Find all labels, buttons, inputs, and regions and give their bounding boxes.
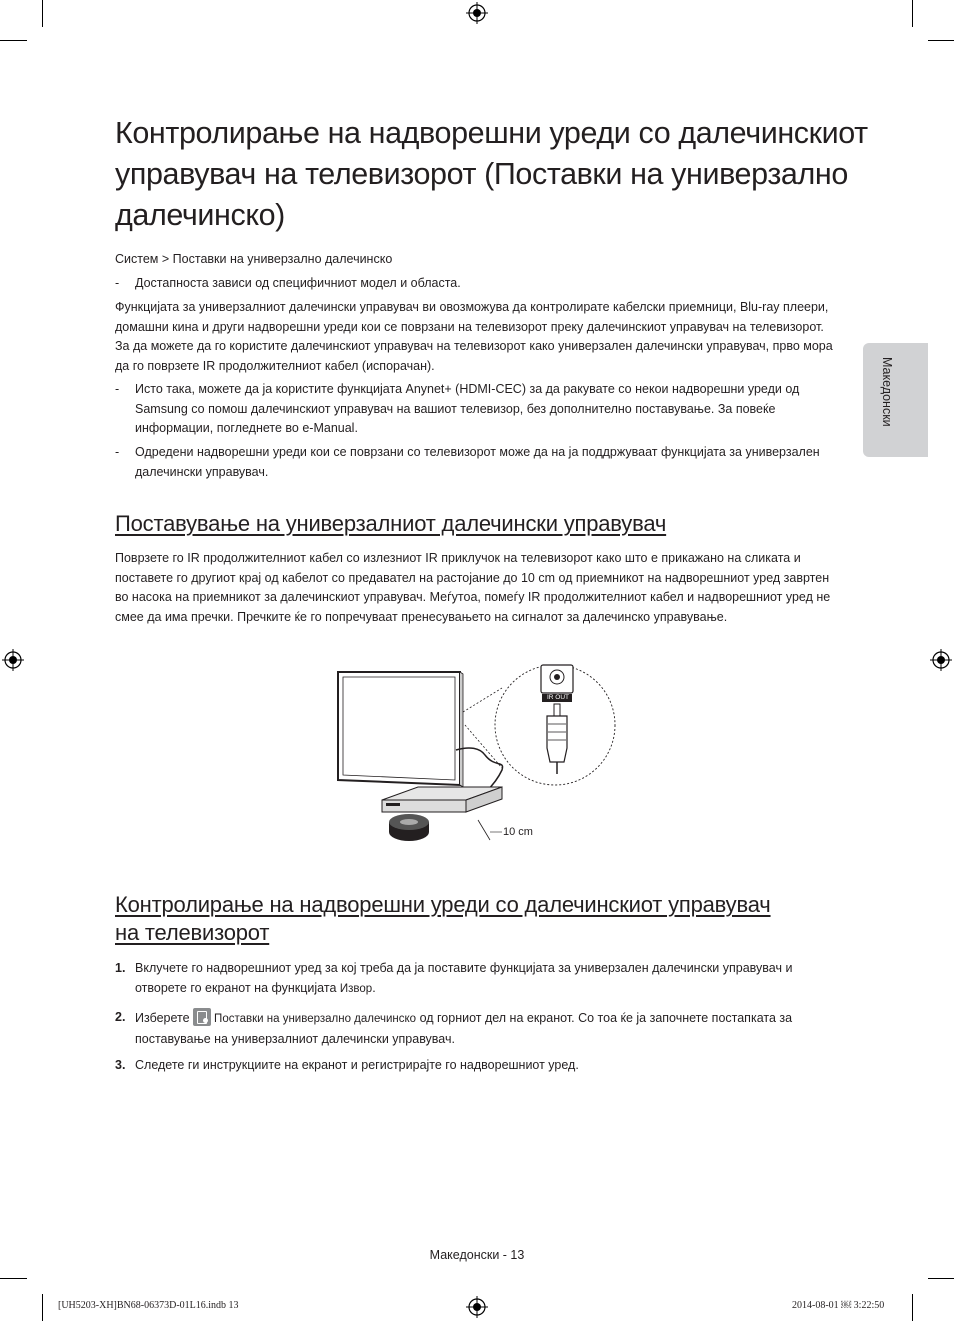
registration-mark-icon <box>466 2 488 24</box>
e-manual-reference: e-Manual <box>302 421 355 435</box>
breadcrumb-separator: > <box>161 252 170 266</box>
ir-cable-connection-diagram <box>330 650 620 850</box>
menu-name-universal-remote-setup: Поставки на универзално далечинско <box>214 1013 417 1025</box>
crop-mark <box>42 1294 43 1321</box>
note-compatibility: - Одредени надворешни уреди кои се поврзани со телевизорот може да на ја поддржуваат функцијата за универзален далечински управувач. <box>115 443 840 483</box>
step-number: 1. <box>115 961 126 975</box>
crop-mark <box>928 40 954 41</box>
note-anynet: - Исто така, можете да ја користите функцијата Anynet+ (HDMI-CEC) за да ракувате со некои надворешни уреди од Samsung со помош далечинскиот управувач на вашиот телевизор, без дополнително поставување. За повеќе информации, погледнете во e-Manual. <box>115 382 800 435</box>
registration-mark-icon <box>930 649 952 671</box>
registration-mark-icon <box>466 1296 488 1318</box>
section-heading-control: Контролирање на надворешни уреди со далечинскиот управувач на телевизорот <box>115 892 771 945</box>
step-item: 1. Вклучете го надворешниот уред за кој треба да ја поставите функцијата за универзален далечински управувач и отворете го екранот на функцијата Извор. <box>115 961 793 995</box>
breadcrumb <box>115 252 392 266</box>
note-availability: - Достапноста зависи од специфичниот модел и областа. <box>115 274 840 294</box>
page-footer: Македонски - 13 <box>429 1248 525 1262</box>
distance-marker <box>478 820 490 840</box>
external-device-illustration <box>382 787 502 812</box>
language-side-tab <box>863 343 928 457</box>
intro-paragraph: Функцијата за универзалниот далечински управувач ви овозможува да контролирате кабелски приемници, Blu-ray плеери, домашни кина и други надворешни уреди кои се поврзани на телевизорот преку далечинскиот управувач на телевизорот. За да можете да го користите далечинскиот управувач на телевизорот како универзален далечински управувач, прво мора да го поврзете IR продолжителниот кабел (испорачан). <box>115 300 833 373</box>
registration-mark-icon <box>2 649 24 671</box>
note-text: Достапноста зависи од специфичниот модел и областа. <box>135 276 461 290</box>
ir-transmitter-illustration <box>389 814 429 841</box>
crop-mark <box>928 1278 954 1279</box>
crop-mark <box>912 1294 913 1321</box>
breadcrumb-root: Систем <box>115 252 159 266</box>
crop-mark <box>0 40 27 41</box>
step-number: 3. <box>115 1058 126 1072</box>
crop-mark <box>912 0 913 27</box>
note-text: Одредени надворешни уреди кои се поврзани со телевизорот може да на ја поддржуваат функцијата за универзален далечински управувач. <box>135 445 820 479</box>
universal-remote-setup-icon <box>193 1008 211 1026</box>
print-timestamp: 2014-08-01 ￼ 3:22:50 <box>792 1300 885 1311</box>
step-item: 2. Изберете Поставки на универзално далечинско од горниот дел на екранот. Со тоа ќе ја започнете постапката за поставување на универзалниот далечински управувач. <box>115 1010 793 1046</box>
menu-name-source: Извор <box>339 982 373 995</box>
page-title: Контролирање на надворешни уреди со далечинскиот управувач на телевизорот (Поставки на универзално далечинско) <box>115 116 868 232</box>
step-number: 2. <box>115 1010 126 1024</box>
crop-mark <box>42 0 43 27</box>
crop-mark <box>0 1278 27 1279</box>
ir-out-port-label: IR OUT <box>546 694 570 701</box>
print-file-info: [UH5203-XH]BN68-06373D-01L16.indb 13 <box>58 1300 239 1311</box>
tv-illustration <box>338 672 463 787</box>
breadcrumb-item: Поставки на универзално далечинско <box>172 252 393 266</box>
step-item: 3. Следете ги инструкциите на екранот и регистрирајте го надворешниот уред. <box>115 1056 840 1076</box>
note-text: Исто така, можете да ја користите функцијата Anynet+ (HDMI-CEC) за да ракувате со некои надворешни уреди од Samsung со помош далечинскиот управувач на вашиот телевизор, без дополнително поставување. За повеќе информации, погледнете во <box>135 382 800 435</box>
section-heading-setup: Поставување на универзалниот далечински управувач <box>115 511 667 536</box>
distance-label: 10 cm <box>503 826 533 838</box>
side-tab-label: Македонски <box>880 357 894 427</box>
setup-paragraph: Поврзете го IR продолжителниот кабел со излезниот IR приклучок на телевизорот како што е прикажано на сликата и поставете го другиот крај од кабелот со предавател на растојание до 10 cm од приемникот на надворешниот уред завртен во насока на приемникот за далечинскиот управувач. Меѓутоа, помеѓу IR продолжителниот кабел и надворешниот уред не смее да има пречки. Пречките ќе го попречуваат пренесувањето на сигналот за далечинско управување. <box>115 551 831 624</box>
